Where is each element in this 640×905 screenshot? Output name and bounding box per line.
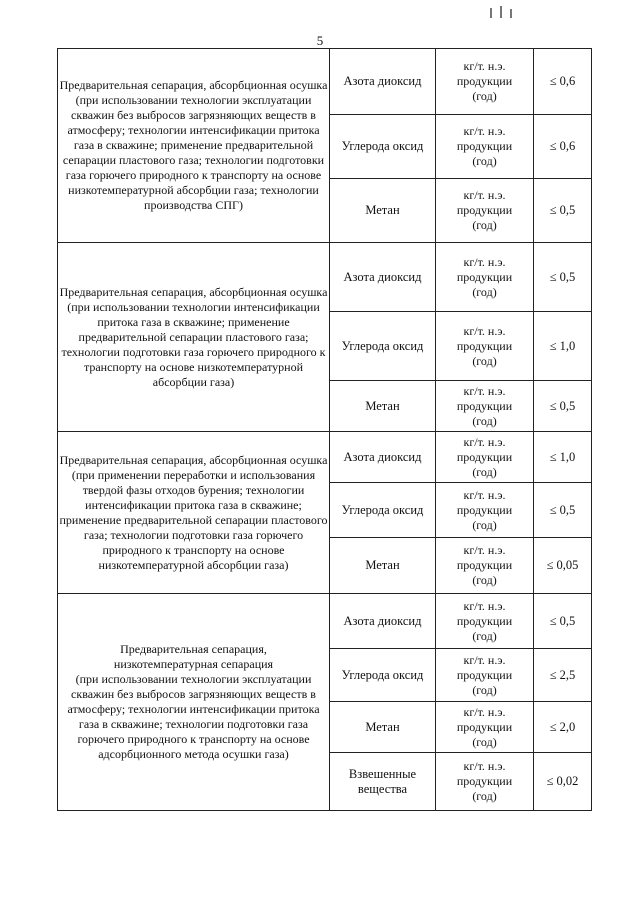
substance-cell: Углерода оксид bbox=[330, 115, 436, 179]
substance-cell: Метан bbox=[330, 538, 436, 594]
value-cell: ≤ 0,5 bbox=[534, 483, 592, 538]
unit-cell: кг/т. н.э. продукции (год) bbox=[436, 49, 534, 115]
technology-cell: Предварительная сепарация, абсорбционная осушка (при применении переработки и использования твердой фазы отходов бурения; технологии интенсификации притока газа в скважине; применение предварительной сепарации пластового газа; технологии подготовки газа горючего природного к транспорту на основе низкотемпературной абсорбции газа) bbox=[58, 432, 330, 594]
value-cell: ≤ 0,05 bbox=[534, 538, 592, 594]
substance-cell: Азота диоксид bbox=[330, 243, 436, 312]
page-number: 5 bbox=[316, 33, 324, 48]
substance-cell: Углерода оксид bbox=[330, 483, 436, 538]
unit-cell: кг/т. н.э. продукции (год) bbox=[436, 753, 534, 811]
table-row bbox=[58, 594, 592, 649]
value-cell: ≤ 0,02 bbox=[534, 753, 592, 811]
technology-cell: Предварительная сепарация, абсорбционная осушка (при использовании технологии эксплуатации скважин без выбросов загрязняющих веществ в атмосферу; технологии интенсификации притока газа в скважине; применение предварительной сепарации пластового газа; технологии подготовки газа горючего природного к транспорту на основе низкотемпературной абсорбции газа; технологии производства СПГ) bbox=[58, 49, 330, 243]
unit-cell: кг/т. н.э. продукции (год) bbox=[436, 432, 534, 483]
value-cell: ≤ 1,0 bbox=[534, 312, 592, 381]
substance-cell: Углерода оксид bbox=[330, 649, 436, 702]
unit-cell: кг/т. н.э. продукции (год) bbox=[436, 702, 534, 753]
unit-cell: кг/т. н.э. продукции (год) bbox=[436, 243, 534, 312]
scan-artifact-mark bbox=[486, 4, 516, 18]
table-row bbox=[58, 432, 592, 483]
value-cell: ≤ 0,5 bbox=[534, 243, 592, 312]
value-cell: ≤ 0,6 bbox=[534, 115, 592, 179]
value-cell: ≤ 2,5 bbox=[534, 649, 592, 702]
unit-cell: кг/т. н.э. продукции (год) bbox=[436, 649, 534, 702]
substance-cell: Метан bbox=[330, 702, 436, 753]
table-row bbox=[58, 243, 592, 312]
substance-cell: Азота диоксид bbox=[330, 594, 436, 649]
technology-cell: Предварительная сепарация, низкотемпературная сепарация (при использовании технологии эксплуатации скважин без выбросов загрязняющих веществ в атмосферу; технологии интенсификации притока газа в скважине; технологии подготовки газа горючего природного к транспорту на основе адсорбционного метода осушки газа) bbox=[58, 594, 330, 811]
table-row bbox=[58, 49, 592, 115]
value-cell: ≤ 0,5 bbox=[534, 381, 592, 432]
unit-cell: кг/т. н.э. продукции (год) bbox=[436, 594, 534, 649]
substance-cell: Метан bbox=[330, 179, 436, 243]
technology-cell: Предварительная сепарация, абсорбционная осушка (при использовании технологии интенсификации притока газа в скважине; применение предварительной сепарации пластового газа; технологии подготовки газа горючего природного к транспорту на основе низкотемпературной абсорбции газа) bbox=[58, 243, 330, 432]
unit-cell: кг/т. н.э. продукции (год) bbox=[436, 179, 534, 243]
unit-cell: кг/т. н.э. продукции (год) bbox=[436, 312, 534, 381]
substance-cell: Азота диоксид bbox=[330, 49, 436, 115]
value-cell: ≤ 0,5 bbox=[534, 179, 592, 243]
substance-cell: Метан bbox=[330, 381, 436, 432]
emissions-table bbox=[57, 48, 592, 811]
substance-cell: Азота диоксид bbox=[330, 432, 436, 483]
value-cell: ≤ 0,6 bbox=[534, 49, 592, 115]
value-cell: ≤ 1,0 bbox=[534, 432, 592, 483]
value-cell: ≤ 2,0 bbox=[534, 702, 592, 753]
unit-cell: кг/т. н.э. продукции (год) bbox=[436, 538, 534, 594]
unit-cell: кг/т. н.э. продукции (год) bbox=[436, 381, 534, 432]
substance-cell: Углерода оксид bbox=[330, 312, 436, 381]
substance-cell: Взвешенные вещества bbox=[330, 753, 436, 811]
value-cell: ≤ 0,5 bbox=[534, 594, 592, 649]
unit-cell: кг/т. н.э. продукции (год) bbox=[436, 483, 534, 538]
unit-cell: кг/т. н.э. продукции (год) bbox=[436, 115, 534, 179]
